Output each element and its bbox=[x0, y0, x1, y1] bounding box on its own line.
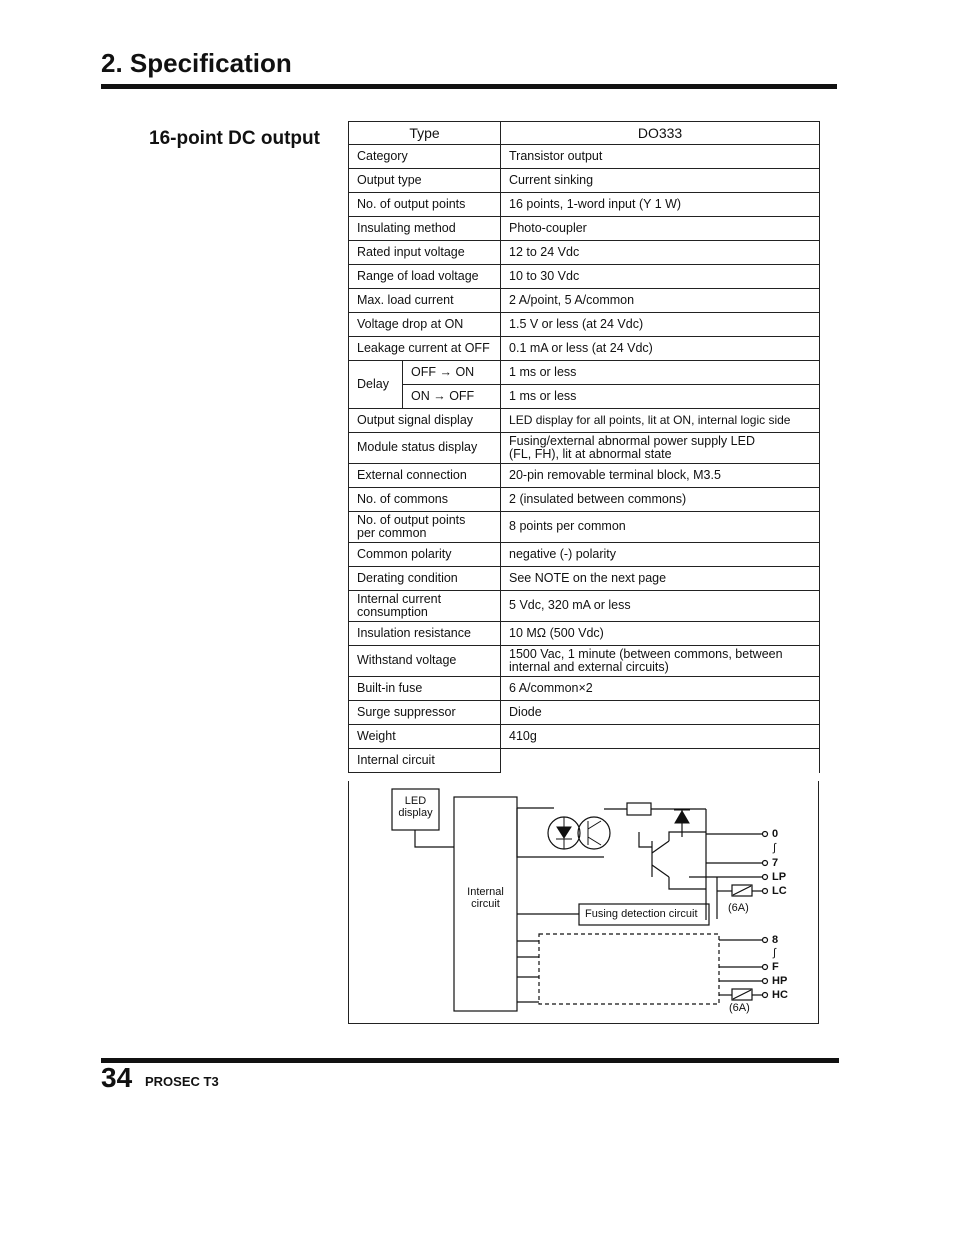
row-label: Internal circuit bbox=[349, 749, 501, 773]
row-label: Built-in fuse bbox=[349, 677, 501, 701]
table-row bbox=[349, 361, 820, 385]
delay-off-on-label: OFF → ON bbox=[403, 361, 501, 385]
row-value-line2: (FL, FH), lit at abnormal state bbox=[509, 447, 672, 461]
page-title: 2. Specification bbox=[101, 48, 292, 78]
internal-label-line1: Internal bbox=[467, 886, 504, 898]
col-model-header: DO333 bbox=[501, 122, 820, 145]
row-label: No. of output points bbox=[349, 193, 501, 217]
row-value: 8 points per common bbox=[501, 512, 820, 543]
col-type-header: Type bbox=[349, 122, 501, 145]
row-value: negative (-) polarity bbox=[501, 543, 820, 567]
internal-circuit-label bbox=[454, 887, 517, 910]
row-value bbox=[501, 433, 820, 464]
row-label: Output type bbox=[349, 169, 501, 193]
row-value: 10 to 30 Vdc bbox=[501, 265, 820, 289]
led-label-line2: display bbox=[398, 806, 433, 819]
terminal-0: 0 bbox=[772, 828, 779, 840]
table-row bbox=[349, 265, 820, 289]
row-value: 1.5 V or less (at 24 Vdc) bbox=[501, 313, 820, 337]
table-row bbox=[349, 567, 820, 591]
table-row bbox=[349, 646, 820, 677]
row-label: Output signal display bbox=[349, 409, 501, 433]
header-rule bbox=[101, 84, 837, 89]
table-row bbox=[349, 385, 820, 409]
internal-label-line2: circuit bbox=[471, 897, 500, 910]
table-row bbox=[349, 217, 820, 241]
row-value: 20-pin removable terminal block, M3.5 bbox=[501, 464, 820, 488]
row-label: Weight bbox=[349, 725, 501, 749]
row-value: Photo-coupler bbox=[501, 217, 820, 241]
row-label bbox=[349, 591, 501, 622]
row-value: 5 Vdc, 320 mA or less bbox=[501, 591, 820, 622]
table-row bbox=[349, 622, 820, 646]
row-label: Surge suppressor bbox=[349, 701, 501, 725]
resistor-icon bbox=[627, 803, 651, 815]
row-label: No. of commons bbox=[349, 488, 501, 512]
terminal-lc: LC bbox=[772, 885, 787, 897]
terminal-hc: HC bbox=[772, 989, 788, 1001]
section-title: 16-point DC output bbox=[149, 128, 320, 149]
row-value: 12 to 24 Vdc bbox=[501, 241, 820, 265]
row-label: Withstand voltage bbox=[349, 646, 501, 677]
row-value: 2 (insulated between commons) bbox=[501, 488, 820, 512]
row-value: 16 points, 1-word input (Y 1 W) bbox=[501, 193, 820, 217]
row-value: 10 MΩ (500 Vdc) bbox=[501, 622, 820, 646]
table-row bbox=[349, 241, 820, 265]
table-row bbox=[349, 512, 820, 543]
row-value-line1: 1500 Vac, 1 minute (between commons, between bbox=[509, 646, 783, 661]
repeated-circuit-box bbox=[539, 934, 719, 1004]
row-label: Insulating method bbox=[349, 217, 501, 241]
row-value: 6 A/common×2 bbox=[501, 677, 820, 701]
row-label: Derating condition bbox=[349, 567, 501, 591]
table-row bbox=[349, 289, 820, 313]
table-row bbox=[349, 749, 820, 773]
terminal-lp: LP bbox=[772, 871, 787, 883]
table-row bbox=[349, 145, 820, 169]
terminal-hp: HP bbox=[772, 975, 788, 987]
terminal-8: 8 bbox=[772, 934, 779, 946]
table-header-row bbox=[349, 122, 820, 145]
row-value: Diode bbox=[501, 701, 820, 725]
table-row bbox=[349, 193, 820, 217]
row-label-line2: consumption bbox=[357, 605, 428, 619]
row-label: Range of load voltage bbox=[349, 265, 501, 289]
row-value: 0.1 mA or less (at 24 Vdc) bbox=[501, 337, 820, 361]
fusing-detection-label: Fusing detection circuit bbox=[585, 908, 698, 920]
table-row bbox=[349, 701, 820, 725]
delay-on-off-label: ON → OFF bbox=[403, 385, 501, 409]
terminal-7: 7 bbox=[772, 857, 779, 869]
delay-off-on-value: 1 ms or less bbox=[501, 361, 820, 385]
spec-table bbox=[348, 121, 820, 773]
table-row bbox=[349, 169, 820, 193]
row-label-line2: per common bbox=[357, 526, 427, 540]
row-label-line1: Internal current bbox=[357, 591, 442, 606]
table-row bbox=[349, 543, 820, 567]
internal-circuit-diagram bbox=[348, 781, 819, 1024]
led-display-label bbox=[394, 796, 437, 819]
row-value-empty bbox=[501, 749, 820, 773]
row-label: External connection bbox=[349, 464, 501, 488]
row-value: LED display for all points, lit at ON, internal logic side bbox=[501, 409, 820, 433]
row-label: Max. load current bbox=[349, 289, 501, 313]
table-row bbox=[349, 677, 820, 701]
row-label: Voltage drop at ON bbox=[349, 313, 501, 337]
row-value: See NOTE on the next page bbox=[501, 567, 820, 591]
row-value-line1: Fusing/external abnormal power supply LED bbox=[509, 433, 755, 448]
page-number: 34 bbox=[101, 1062, 133, 1093]
table-row bbox=[349, 409, 820, 433]
delay-label: Delay bbox=[349, 361, 403, 409]
row-value-line2: internal and external circuits) bbox=[509, 660, 669, 674]
row-value: 2 A/point, 5 A/common bbox=[501, 289, 820, 313]
row-value: Current sinking bbox=[501, 169, 820, 193]
row-label: Module status display bbox=[349, 433, 501, 464]
row-label-line1: No. of output points bbox=[357, 512, 466, 527]
table-row bbox=[349, 433, 820, 464]
row-value bbox=[501, 646, 820, 677]
fuse-rating-1: (6A) bbox=[728, 902, 749, 914]
led-label-line1: LED bbox=[404, 795, 427, 807]
row-label: Common polarity bbox=[349, 543, 501, 567]
table-row bbox=[349, 488, 820, 512]
delay-on-off-value: 1 ms or less bbox=[501, 385, 820, 409]
surge-diode-icon bbox=[675, 811, 689, 823]
terminal-range-2: ∫ bbox=[773, 947, 777, 959]
terminal-f: F bbox=[772, 961, 779, 973]
table-row bbox=[349, 725, 820, 749]
product-name: PROSEC T3 bbox=[145, 1074, 219, 1089]
row-label: Leakage current at OFF bbox=[349, 337, 501, 361]
table-row bbox=[349, 464, 820, 488]
row-label: Category bbox=[349, 145, 501, 169]
footer-rule bbox=[101, 1058, 839, 1063]
row-value: Transistor output bbox=[501, 145, 820, 169]
row-label bbox=[349, 512, 501, 543]
table-row bbox=[349, 313, 820, 337]
terminal-range-1: ∫ bbox=[773, 842, 777, 854]
row-label: Insulation resistance bbox=[349, 622, 501, 646]
row-label: Rated input voltage bbox=[349, 241, 501, 265]
row-value: 410g bbox=[501, 725, 820, 749]
fuse-rating-2: (6A) bbox=[729, 1002, 750, 1014]
table-row bbox=[349, 337, 820, 361]
table-row bbox=[349, 591, 820, 622]
